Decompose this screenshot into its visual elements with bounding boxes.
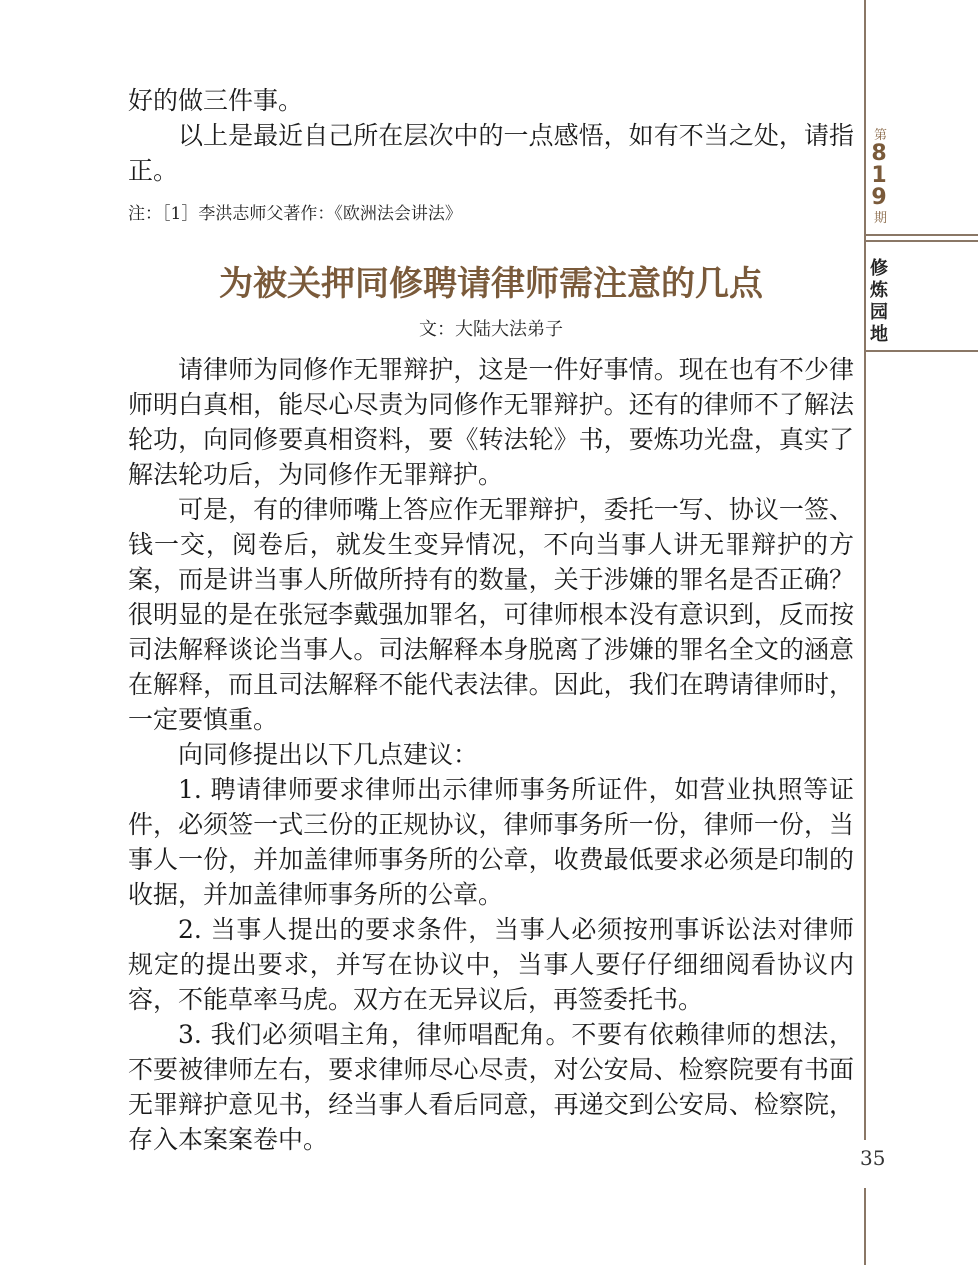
margin-rule-top	[864, 0, 866, 1140]
issue-prefix: 第	[874, 128, 888, 143]
section-divider-bottom	[866, 350, 978, 352]
footnote: 注：［1］李洪志师父著作：《欧洲法会讲法》	[128, 204, 462, 224]
article-paragraph-3: 向同修提出以下几点建议：	[178, 740, 479, 769]
margin-rule-bottom	[864, 1188, 866, 1265]
section-divider-top	[866, 234, 978, 236]
issue-suffix: 期	[874, 211, 888, 226]
carryover-line: 好的做三件事。	[128, 86, 304, 115]
article-paragraph-4: 1. 聘请律师要求律师出示律师事务所证件，如营业执照等证件，必须签一式三份的正规协议，律师事务所一份，律师一份，当事人一份，并加盖律师事务所的公章，收费最低要求必须是印制的收据，并加盖律师事务所的公章。	[128, 775, 854, 909]
closing-paragraph: 以上是最近自己所在层次中的一点感悟，如有不当之处，请指正。	[128, 121, 854, 185]
article-paragraph-6: 3. 我们必须唱主角，律师唱配角。不要有依赖律师的想法，不要被律师左右，要求律师尽心尽责，对公安局、检察院要有书面无罪辩护意见书，经当事人看后同意，再递交到公安局、检察院，存入本案案卷中。	[128, 1020, 854, 1154]
article-paragraph-5: 2. 当事人提出的要求条件，当事人必须按刑事诉讼法对律师规定的提出要求，并写在协议中，当事人要仔仔细细阅看协议内容，不能草率马虎。双方在无异议后，再签委托书。	[128, 915, 854, 1014]
page-number: 35	[860, 1146, 886, 1170]
article-author: 文：大陆大法弟子	[419, 319, 563, 340]
article-paragraph-1: 请律师为同修作无罪辩护，这是一件好事情。现在也有不少律师明白真相，能尽心尽责为同修作无罪辩护。还有的律师不了解法轮功，向同修要真相资料，要《转法轮》书，要炼功光盘，真实了解法轮功后，为同修作无罪辩护。	[128, 355, 854, 489]
section-divider-top-2	[866, 240, 978, 242]
section-label: 修炼园地	[870, 258, 888, 345]
article-title: 为被关押同修聘请律师需注意的几点	[219, 264, 763, 304]
issue-number: 819	[871, 141, 887, 210]
article-paragraph-2: 可是，有的律师嘴上答应作无罪辩护，委托一写、协议一签、钱一交，阅卷后，就发生变异情况，不向当事人讲无罪辩护的方案，而是讲当事人所做所持有的数量，关于涉嫌的罪名是否正确？很明显的是在张冠李戴强加罪名，可律师根本没有意识到，反而按司法解释谈论当事人。司法解释本身脱离了涉嫌的罪名全文的涵意在解释，而且司法解释不能代表法律。因此，我们在聘请律师时，一定要慎重。	[128, 495, 854, 734]
